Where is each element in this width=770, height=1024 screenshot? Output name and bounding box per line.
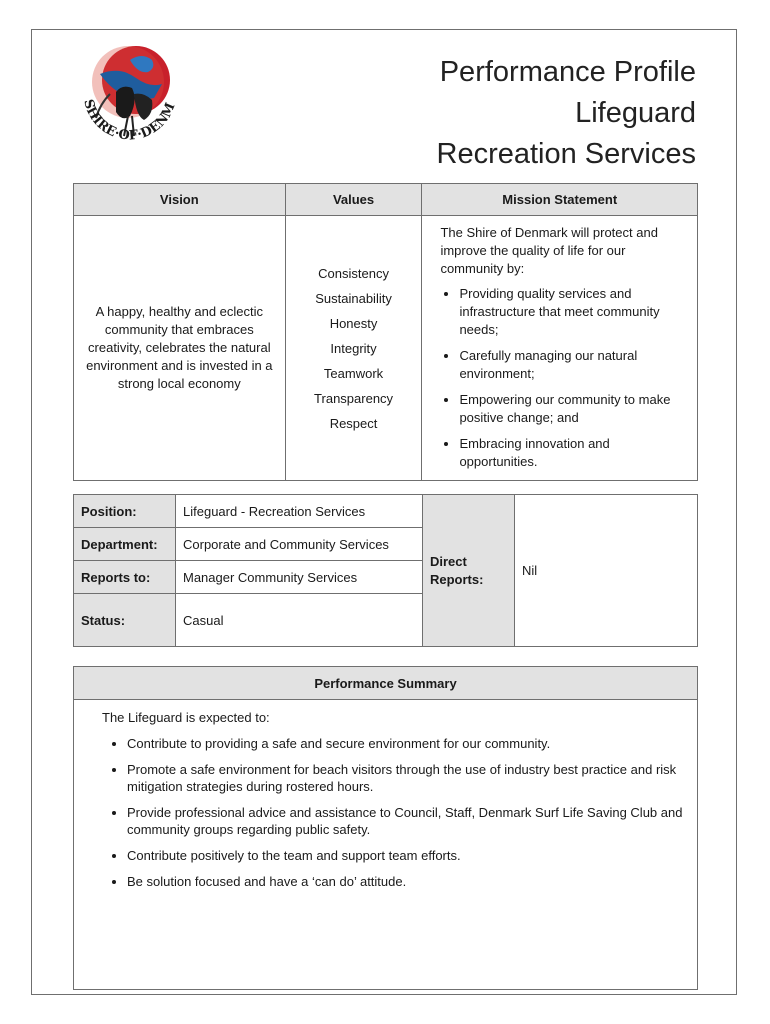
value-item: Transparency [314,390,394,406]
values-header: Values [285,184,422,216]
department-value: Corporate and Community Services [176,528,423,561]
value-item: Teamwork [323,365,384,381]
summary-point: • Promote a safe environment for beach visitors through the use of industry best practice and risk mitigation strategies during rostered hours. [127,761,697,795]
mission-point: • Empowering our community to make positive change; and [459,391,689,427]
summary-point: • Provide professional advice and assistance to Council, Staff, Denmark Surf Life Saving Club and community groups regarding public safety. [127,804,697,838]
shire-of-denmark-logo [70,36,188,154]
vision-values-mission-table [73,183,698,481]
position-value: Lifeguard - Recreation Services [176,495,423,528]
performance-summary-header: Performance Summary [74,667,698,700]
reports-to-value: Manager Community Services [176,561,423,594]
vision-cell [74,216,286,481]
mission-point: • Embracing innovation and opportunities. [459,435,689,471]
direct-reports-label: Direct Reports: [423,495,515,647]
value-item: Consistency [318,265,389,281]
document-page [31,29,737,995]
title-line-1: Performance Profile [439,56,696,88]
summary-point: • Contribute positively to the team and support team efforts. [127,847,697,864]
title-line-2: Lifeguard [575,97,696,129]
mission-cell [422,216,698,481]
value-item: Respect [329,415,378,431]
title-line-3: Recreation Services [436,138,696,170]
department-label: Department: [74,528,176,561]
value-item: Integrity [330,340,377,356]
vision-header: Vision [74,184,286,216]
value-item: Honesty [329,315,378,331]
mission-point: • Providing quality services and infrastructure that meet community needs; [459,285,689,339]
values-cell [285,216,422,481]
summary-point: • Contribute to providing a safe and secure environment for our community. [127,735,697,752]
mission-point: • Carefully managing our natural environment; [459,347,689,383]
mission-intro: The Shire of Denmark will protect and improve the quality of life for our community by: [440,225,658,276]
svg-text:SHIRE·OF·DENMARK: SHIRE·OF·DENM [80,97,179,144]
performance-summary-table [73,666,698,990]
status-label: Status: [74,594,176,647]
vision-text: A happy, healthy and eclectic community that embraces creativity, celebrates the natural environment and is invested in a strong local economy [86,304,273,391]
summary-intro: The Lifeguard is expected to: [102,710,270,725]
mission-header: Mission Statement [422,184,698,216]
reports-to-label: Reports to: [74,561,176,594]
summary-point: • Be solution focused and have a ‘can do’ attitude. [127,873,697,890]
direct-reports-value: Nil [515,495,698,647]
performance-summary-content [74,700,698,990]
mission-list [440,285,689,471]
position-details-table [73,494,698,647]
status-value: Casual [176,594,423,647]
value-item: Sustainability [315,290,392,306]
position-label: Position: [74,495,176,528]
values-list [286,261,422,436]
document-title [437,52,697,175]
summary-list [102,735,697,890]
